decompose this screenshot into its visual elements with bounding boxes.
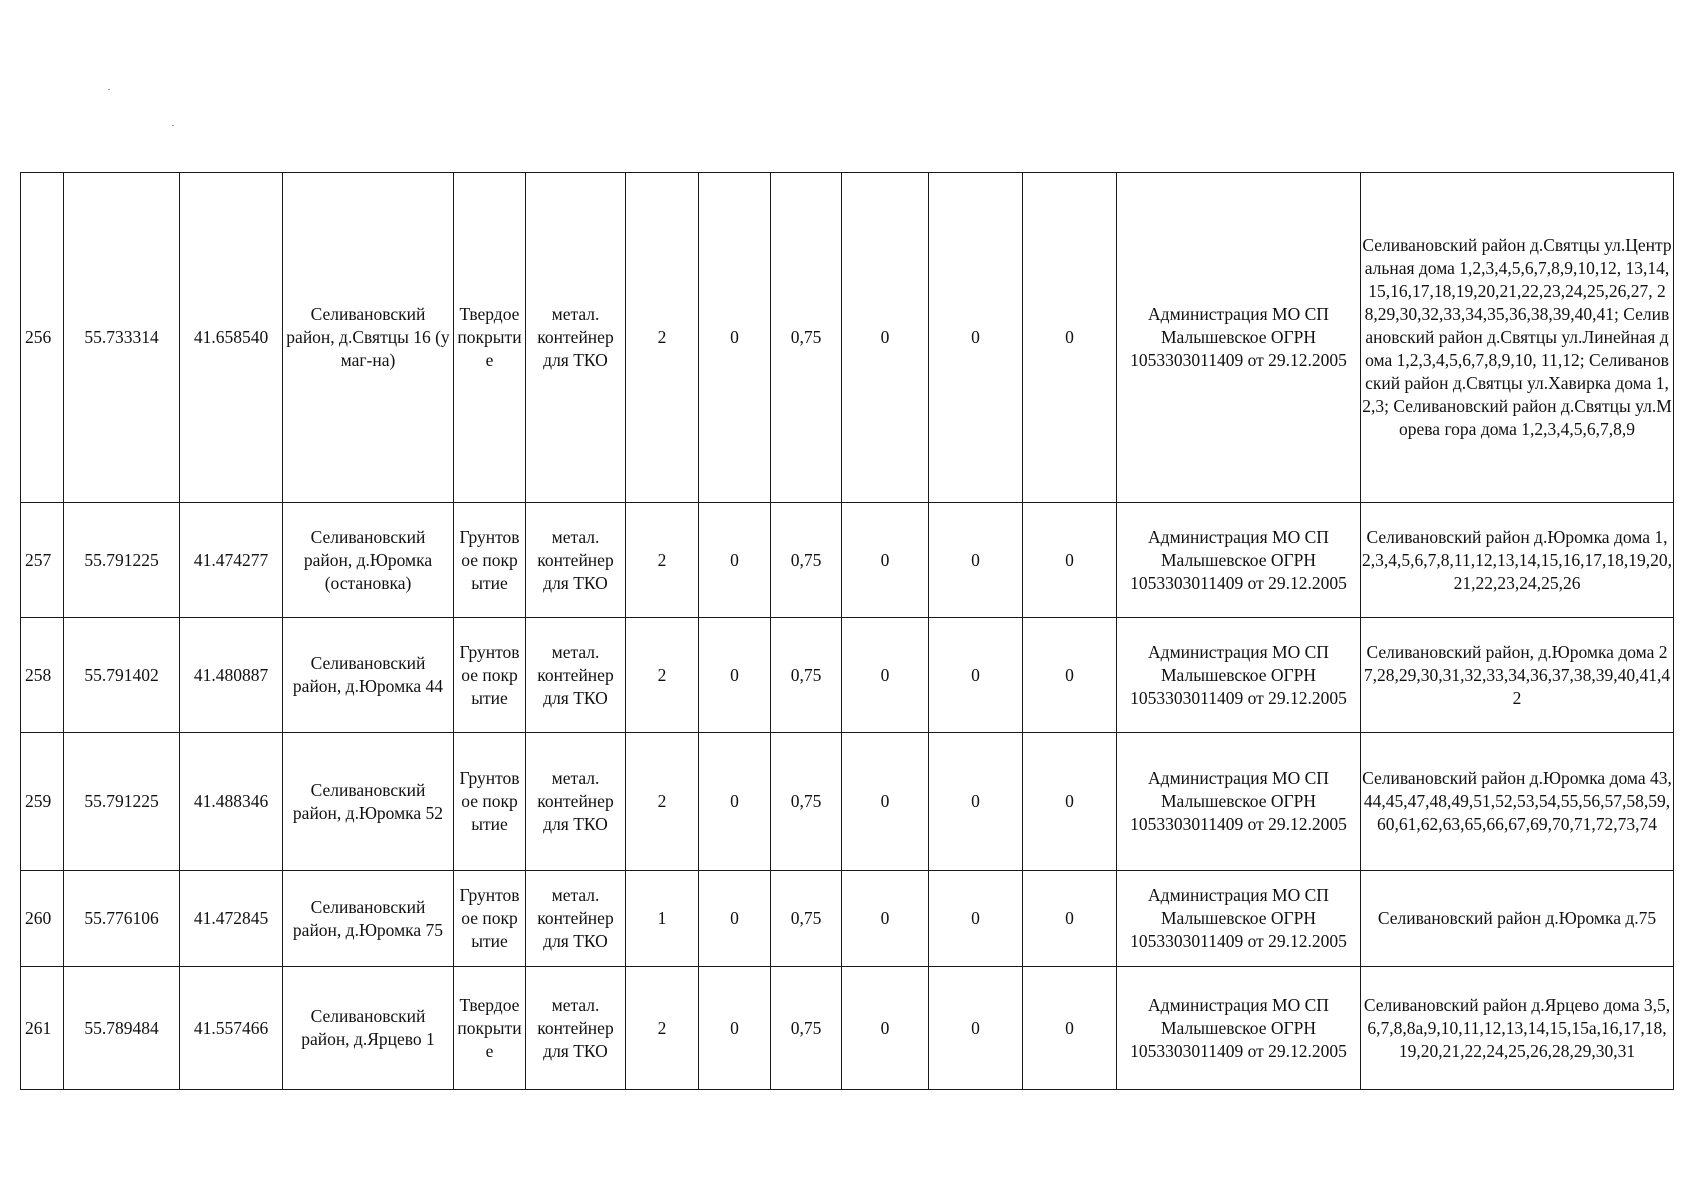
- value-cell: 0: [699, 733, 771, 871]
- owner-cell: Администрация МО СП Малышевское ОГРН 1053303011409 от 29.12.2005: [1117, 618, 1361, 733]
- value-cell: 0: [842, 733, 929, 871]
- row-number: 261: [21, 967, 64, 1090]
- served-houses-cell: Селивановский район д.Ярцево дома 3,5,6,7,8,8а,9,10,11,12,13,14,15,15а,16,17,18, 19,20,21,22,24,25,26,28,29,30,31: [1361, 967, 1674, 1090]
- value-cell: 0: [699, 618, 771, 733]
- container-count-cell: 2: [626, 173, 699, 503]
- latitude-cell: 55.776106: [64, 871, 180, 967]
- longitude-cell: 41.472845: [180, 871, 283, 967]
- value-cell: 0: [1023, 967, 1117, 1090]
- container-count-cell: 2: [626, 967, 699, 1090]
- longitude-cell: 41.474277: [180, 503, 283, 618]
- table-row: [21, 733, 1674, 871]
- served-houses-cell: Селивановский район д.Святцы ул.Центральная дома 1,2,3,4,5,6,7,8,9,10,12, 13,14,15,16,17,18,19,20,21,22,23,24,25,26,27, 28,29,30,32,33,34,35,36,38,39,40,41; Селивановский район д.Святцы ул.Линейная дома 1,2,3,4,5,6,7,8,9,10, 11,12; Селивановский район д.Святцы ул.Хавирка дома 1,2,3; Селивановский район д.Святцы ул.Морева гора дома 1,2,3,4,5,6,7,8,9: [1361, 173, 1674, 503]
- served-houses-cell: Селивановский район д.Юромка д.75: [1361, 871, 1674, 967]
- value-cell: 0: [842, 871, 929, 967]
- value-cell: 0: [1023, 618, 1117, 733]
- value-cell: 0: [929, 871, 1023, 967]
- served-houses-cell: Селивановский район д.Юромка дома 43,44,45,47,48,49,51,52,53,54,55,56,57,58,59, 60,61,62,63,65,66,67,69,70,71,72,73,74: [1361, 733, 1674, 871]
- owner-cell: Администрация МО СП Малышевское ОГРН 1053303011409 от 29.12.2005: [1117, 733, 1361, 871]
- container-type-cell: метал. контейнер для ТКО: [526, 871, 626, 967]
- owner-cell: Администрация МО СП Малышевское ОГРН 1053303011409 от 29.12.2005: [1117, 173, 1361, 503]
- row-number: 259: [21, 733, 64, 871]
- container-type-cell: метал. контейнер для ТКО: [526, 967, 626, 1090]
- value-cell: 0: [842, 967, 929, 1090]
- volume-cell: 0,75: [771, 618, 842, 733]
- surface-cell: Твердое покрытие: [454, 967, 526, 1090]
- value-cell: 0: [929, 618, 1023, 733]
- container-type-cell: метал. контейнер для ТКО: [526, 173, 626, 503]
- volume-cell: 0,75: [771, 173, 842, 503]
- value-cell: 0: [699, 503, 771, 618]
- volume-cell: 0,75: [771, 967, 842, 1090]
- surface-cell: Грунтовое покрытие: [454, 618, 526, 733]
- latitude-cell: 55.791225: [64, 503, 180, 618]
- table-row: [21, 618, 1674, 733]
- volume-cell: 0,75: [771, 733, 842, 871]
- owner-cell: Администрация МО СП Малышевское ОГРН 1053303011409 от 29.12.2005: [1117, 967, 1361, 1090]
- scan-speck: [108, 89, 110, 90]
- table-row: [21, 967, 1674, 1090]
- container-count-cell: 2: [626, 733, 699, 871]
- latitude-cell: 55.789484: [64, 967, 180, 1090]
- longitude-cell: 41.480887: [180, 618, 283, 733]
- container-count-cell: 2: [626, 503, 699, 618]
- surface-cell: Твердое покрытие: [454, 173, 526, 503]
- address-cell: Селивановский район, д.Юромка (остановка): [283, 503, 454, 618]
- longitude-cell: 41.557466: [180, 967, 283, 1090]
- scan-speck: [172, 125, 174, 126]
- row-number: 257: [21, 503, 64, 618]
- surface-cell: Грунтовое покрытие: [454, 733, 526, 871]
- row-number: 258: [21, 618, 64, 733]
- value-cell: 0: [842, 503, 929, 618]
- volume-cell: 0,75: [771, 503, 842, 618]
- latitude-cell: 55.791225: [64, 733, 180, 871]
- value-cell: 0: [842, 173, 929, 503]
- container-type-cell: метал. контейнер для ТКО: [526, 503, 626, 618]
- surface-cell: Грунтовое покрытие: [454, 871, 526, 967]
- address-cell: Селивановский район, д.Юромка 52: [283, 733, 454, 871]
- container-type-cell: метал. контейнер для ТКО: [526, 618, 626, 733]
- value-cell: 0: [929, 173, 1023, 503]
- row-number: 260: [21, 871, 64, 967]
- table-row: [21, 871, 1674, 967]
- value-cell: 0: [929, 503, 1023, 618]
- value-cell: 0: [699, 967, 771, 1090]
- value-cell: 0: [1023, 871, 1117, 967]
- served-houses-cell: Селивановский район д.Юромка дома 1,2,3,4,5,6,7,8,11,12,13,14,15,16,17,18,19,20, 21,22,23,24,25,26: [1361, 503, 1674, 618]
- waste-sites-registry-table: [20, 172, 1674, 1090]
- latitude-cell: 55.791402: [64, 618, 180, 733]
- volume-cell: 0,75: [771, 871, 842, 967]
- value-cell: 0: [842, 618, 929, 733]
- address-cell: Селивановский район, д.Святцы 16 (у маг-на): [283, 173, 454, 503]
- value-cell: 0: [699, 871, 771, 967]
- container-count-cell: 1: [626, 871, 699, 967]
- container-type-cell: метал. контейнер для ТКО: [526, 733, 626, 871]
- surface-cell: Грунтовое покрытие: [454, 503, 526, 618]
- longitude-cell: 41.658540: [180, 173, 283, 503]
- value-cell: 0: [1023, 503, 1117, 618]
- value-cell: 0: [699, 173, 771, 503]
- value-cell: 0: [929, 733, 1023, 871]
- value-cell: 0: [1023, 733, 1117, 871]
- address-cell: Селивановский район, д.Юромка 75: [283, 871, 454, 967]
- value-cell: 0: [1023, 173, 1117, 503]
- container-count-cell: 2: [626, 618, 699, 733]
- address-cell: Селивановский район, д.Ярцево 1: [283, 967, 454, 1090]
- table-row: [21, 173, 1674, 503]
- value-cell: 0: [929, 967, 1023, 1090]
- longitude-cell: 41.488346: [180, 733, 283, 871]
- latitude-cell: 55.733314: [64, 173, 180, 503]
- owner-cell: Администрация МО СП Малышевское ОГРН 1053303011409 от 29.12.2005: [1117, 871, 1361, 967]
- row-number: 256: [21, 173, 64, 503]
- address-cell: Селивановский район, д.Юромка 44: [283, 618, 454, 733]
- owner-cell: Администрация МО СП Малышевское ОГРН 1053303011409 от 29.12.2005: [1117, 503, 1361, 618]
- table-row: [21, 503, 1674, 618]
- served-houses-cell: Селивановский район, д.Юромка дома 27,28,29,30,31,32,33,34,36,37,38,39,40,41,42: [1361, 618, 1674, 733]
